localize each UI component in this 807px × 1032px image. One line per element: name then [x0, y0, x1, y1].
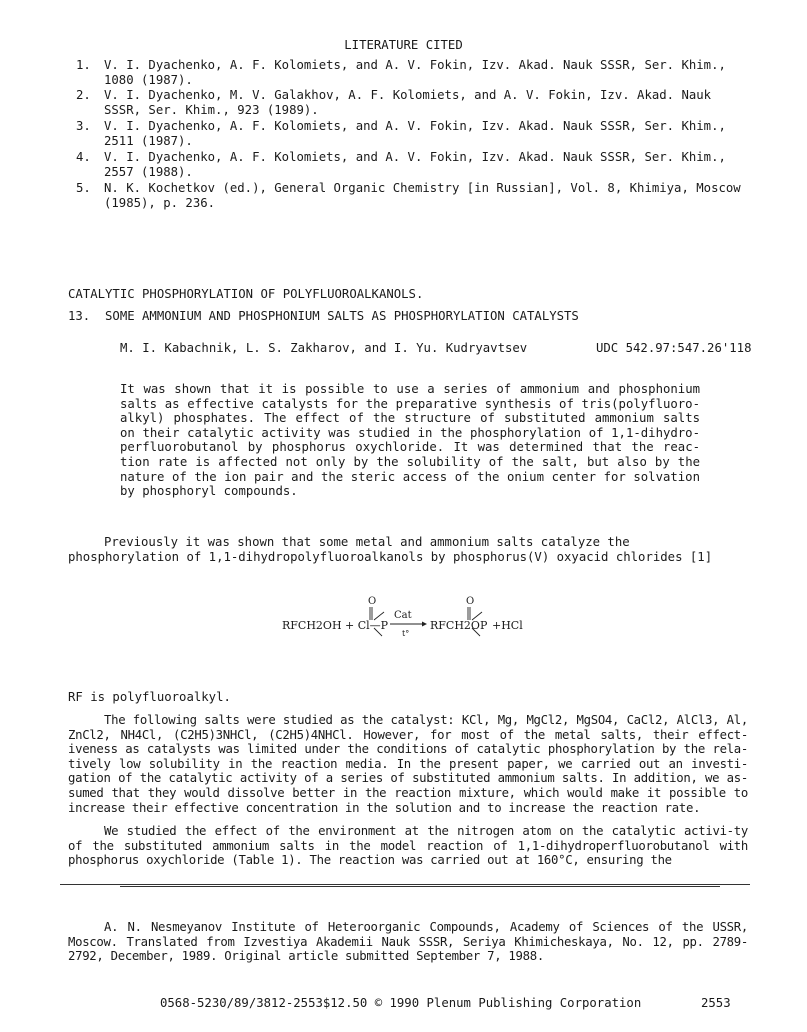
reference-2 [76, 88, 711, 103]
reference-1-continuation: 1080 (1987). [104, 73, 193, 87]
oxygen-atom-left: O [368, 596, 377, 607]
page-number: 2553 [701, 996, 731, 1010]
reference-text: N. K. Kochetkov (ed.), General Organic Chemistry [in Russian], Vol. 8, Khimiya, Moscow [104, 181, 741, 195]
footnote-affiliation: A. N. Nesmeyanov Institute of Heteroorganic Compounds, Academy of Sciences of the USSR, Moscow. Translated from Izvestiya Akademii Nauk SSSR, Seriya Khimicheskaya, No. 12, pp. 2789-2792, December, 1989. Original article submitted September 7, 1988. [68, 920, 748, 964]
reference-number: 2. [76, 88, 91, 102]
reference-number: 3. [76, 119, 91, 133]
rf-definition: RF is polyfluoroalkyl. [68, 690, 231, 704]
body-paragraph-2: We studied the effect of the environment at the nitrogen atom on the catalytic activi-ty of the substituted ammonium salts in the model reaction of 1,1-dihydroperfluorobutanol with phosphorus oxychloride (Table 1). The reaction was carried out at 160°C, ensuring the [68, 824, 748, 868]
reference-number: 1. [76, 58, 91, 72]
reference-number: 5. [76, 181, 91, 195]
reference-1 [76, 58, 726, 73]
reference-text: V. I. Dyachenko, A. F. Kolomiets, and A. V. Fokin, Izv. Akad. Nauk SSSR, Ser. Khim., [104, 119, 726, 133]
oxygen-atom-right: O [466, 596, 475, 607]
reaction-equation-graphic [282, 590, 542, 646]
article-title: 13. SOME AMMONIUM AND PHOSPHONIUM SALTS AS PHOSPHORYLATION CATALYSTS [68, 309, 579, 323]
equation-reactants: RFCH2OH + Cl—P [282, 619, 389, 632]
article-series-title: CATALYTIC PHOSPHORYLATION OF POLYFLUOROALKANOLS. [68, 287, 424, 301]
literature-heading: LITERATURE CITED [344, 38, 463, 52]
equation-product: RFCH2OP [430, 619, 488, 632]
reference-text: V. I. Dyachenko, A. F. Kolomiets, and A. V. Fokin, Izv. Akad. Nauk SSSR, Ser. Khim., [104, 150, 726, 164]
reference-2-continuation: SSSR, Ser. Khim., 923 (1989). [104, 103, 319, 117]
reference-4 [76, 150, 726, 165]
footnote-rule-inner [120, 886, 720, 887]
intro-paragraph: Previously it was shown that some metal and ammonium salts catalyze the phosphorylation of 1,1-dihydropolyfluoroalkanols by phosphorus(V) oxyacid chlorides [1] [68, 535, 713, 564]
body-paragraph-1: The following salts were studied as the catalyst: KCl, Mg, MgCl2, MgSO4, CaCl2, AlCl3, Al, ZnCl2, NH4Cl, (C2H5)3NHCl, (C2H5)4NHCl. However, for most of the metal salts, their effect-iveness as catalysts was limited under the conditions of catalytic phosphorylation by the rela-tively low solubility in the reaction media. In the present paper, we carried out an investi-gation of the catalytic activity of a series of substituted ammonium salts. In addition, we as-sumed that they would dissolve better in the reaction mixture, which would make it possible to increase their effective concentration in the solution and to increase the reaction rate. [68, 713, 748, 815]
reference-5 [76, 181, 741, 196]
equation-catalyst: Cat [394, 610, 412, 621]
equation-byproduct: +HCl [492, 619, 523, 632]
footnote-rule [60, 884, 750, 885]
article-authors: M. I. Kabachnik, L. S. Zakharov, and I. Yu. Kudryavtsev [120, 341, 528, 355]
reference-4-continuation: 2557 (1988). [104, 165, 193, 179]
reference-text: V. I. Dyachenko, M. V. Galakhov, A. F. Kolomiets, and A. V. Fokin, Izv. Akad. Nauk [104, 88, 712, 102]
reference-5-continuation: (1985), p. 236. [104, 196, 216, 210]
reference-number: 4. [76, 150, 91, 164]
reference-3 [76, 119, 726, 134]
reference-3-continuation: 2511 (1987). [104, 134, 193, 148]
abstract: It was shown that it is possible to use a series of ammonium and phosphonium salts as effective catalysts for the preparative synthesis of tris(polyfluoro-alkyl) phosphates. The effect of the structure of substituted ammonium salts on their catalytic activity was studied in the phosphorylation of 1,1-dihydro-perfluorobutanol by phosphorus oxychloride. It was determined that the reac-tion rate is affected not only by the solubility of the salt, but also by the nature of the ion pair and the steric access of the onium center for solvation by phosphoryl compounds. [120, 382, 700, 499]
udc-code: UDC 542.97:547.26'118 [596, 341, 752, 355]
reference-text: V. I. Dyachenko, A. F. Kolomiets, and A. V. Fokin, Izv. Akad. Nauk SSSR, Ser. Khim., [104, 58, 726, 72]
equation-temperature: t° [402, 629, 410, 638]
reaction-equation [282, 590, 542, 646]
footer-code: 0568-5230/89/3812-2553$12.50 © 1990 Plenum Publishing Corporation [160, 996, 642, 1010]
